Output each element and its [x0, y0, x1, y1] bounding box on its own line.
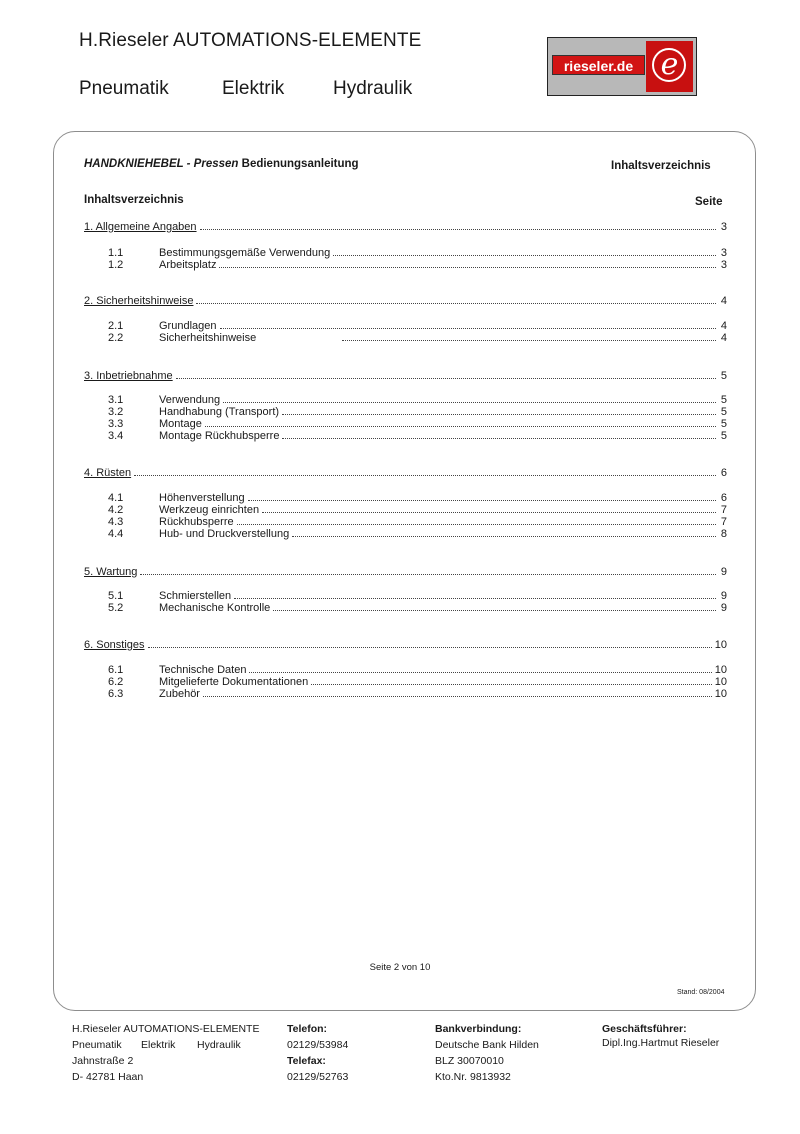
toc-item-3-4[interactable]: 3.4 Montage Rückhubsperre 5: [108, 430, 727, 442]
footer-bank: [435, 1021, 539, 1085]
document-title: [84, 158, 359, 170]
footer-bank-name: Deutsche Bank Hilden: [435, 1039, 539, 1051]
toc-item-6-2[interactable]: 6.2 Mitgelieferte Dokumentationen 10: [108, 676, 727, 688]
toc-item-6-1[interactable]: 6.1 Technische Daten 10: [108, 664, 727, 676]
revision-date: Stand: 08/2004: [677, 989, 725, 996]
footer-bank-blz: BLZ 30070010: [435, 1055, 504, 1067]
footer-management-name: Dipl.Ing.Hartmut Rieseler: [602, 1037, 720, 1049]
toc-chapter-1[interactable]: 1. Allgemeine Angaben 3: [84, 221, 727, 233]
footer-phone-label: Telefon:: [287, 1023, 328, 1035]
toc-chapter-6[interactable]: 6. Sonstiges 10: [84, 639, 727, 651]
footer-management-label: Geschäftsführer:: [602, 1023, 687, 1035]
division-pneumatik: Pneumatik: [79, 78, 169, 99]
toc-item-5-1[interactable]: 5.1 Schmierstellen 9: [108, 590, 727, 602]
toc-item-3-2[interactable]: 3.2 Handhabung (Transport) 5: [108, 406, 727, 418]
division-elektrik: Elektrik: [222, 78, 285, 99]
toc-chapter-3[interactable]: 3. Inbetriebnahme 5: [84, 370, 727, 382]
toc-item-3-1[interactable]: 3.1 Verwendung 5: [108, 394, 727, 406]
toc-item-1-1[interactable]: 1.1 Bestimmungsgemäße Verwendung 3: [108, 247, 727, 259]
footer-management: [602, 1021, 719, 1051]
toc-item-4-1[interactable]: 4.1 Höhenverstellung 6: [108, 492, 727, 504]
footer-bank-label: Bankverbindung:: [435, 1023, 522, 1035]
toc-item-4-3[interactable]: 4.3 Rückhubsperre 7: [108, 516, 727, 528]
footer-company: [72, 1021, 259, 1085]
footer-company-name: H.Rieseler AUTOMATIONS-ELEMENTE: [72, 1023, 260, 1035]
toc-item-4-2[interactable]: 4.2 Werkzeug einrichten 7: [108, 504, 727, 516]
document-product: HANDKNIEHEBEL - Pressen: [84, 158, 239, 170]
toc-item-3-3[interactable]: 3.3 Montage 5: [108, 418, 727, 430]
toc-item-5-2[interactable]: 5.2 Mechanische Kontrolle 9: [108, 602, 727, 614]
toc-item-2-1[interactable]: 2.1 Grundlagen 4: [108, 320, 727, 332]
toc-item-4-4[interactable]: 4.4 Hub- und Druckverstellung 8: [108, 528, 727, 540]
logo-wordmark: rieseler.de: [552, 55, 645, 75]
footer-fax-label: Telefax:: [287, 1055, 326, 1067]
document-type: Bedienungsanleitung: [241, 158, 359, 170]
toc-item-1-2[interactable]: 1.2 Arbeitsplatz 3: [108, 259, 727, 271]
footer-street: Jahnstraße 2: [72, 1055, 134, 1067]
page-number: Seite 2 von 10: [369, 962, 431, 973]
footer-city: D- 42781 Haan: [72, 1071, 144, 1083]
footer-phone: 02129/53984: [287, 1039, 349, 1051]
toc-chapter-4[interactable]: 4. Rüsten 6: [84, 467, 727, 479]
division-hydraulik: Hydraulik: [333, 78, 413, 99]
toc-chapter-5[interactable]: 5. Wartung 9: [84, 566, 727, 578]
footer-fax: 02129/52763: [287, 1071, 349, 1083]
toc-page-label: Seite: [695, 196, 723, 208]
toc-item-6-3[interactable]: 6.3 Zubehör 10: [108, 688, 727, 700]
toc-item-2-2[interactable]: 2.2 Sicherheitshinweise 4: [108, 332, 727, 344]
footer-contact: [287, 1021, 348, 1085]
toc-heading: Inhaltsverzeichnis: [84, 194, 184, 206]
footer-divisions: Pneumatik Elektrik Hydraulik: [72, 1039, 241, 1051]
document-section: Inhaltsverzeichnis: [611, 160, 711, 172]
company-title: H.Rieseler AUTOMATIONS-ELEMENTE: [79, 30, 422, 51]
logo-e-icon: e: [646, 41, 693, 92]
toc-chapter-2[interactable]: 2. Sicherheitshinweise 4: [84, 295, 727, 307]
rieseler-logo: [547, 37, 697, 96]
footer-bank-account: Kto.Nr. 9813932: [435, 1071, 511, 1083]
